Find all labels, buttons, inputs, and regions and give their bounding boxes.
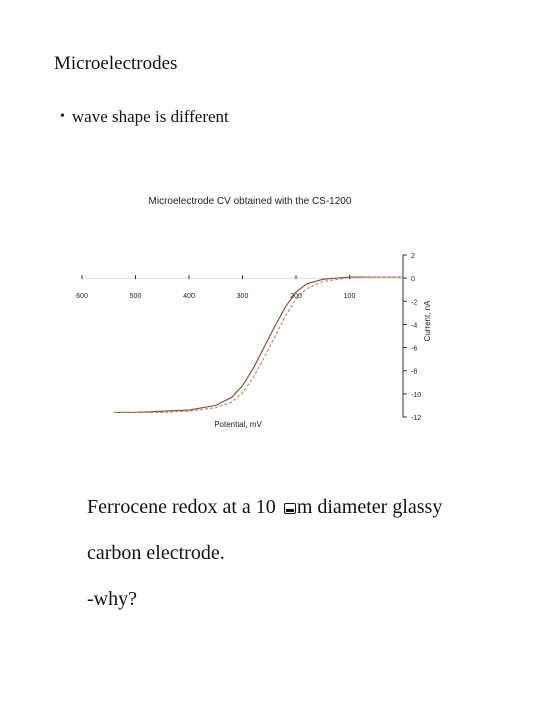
y-tick-label: -12 bbox=[411, 415, 422, 422]
x-tick-label: 600 bbox=[76, 293, 88, 301]
y-tick-label: -4 bbox=[411, 322, 418, 330]
x-tick-label: 500 bbox=[129, 293, 142, 301]
y-tick-label: 2 bbox=[411, 253, 415, 260]
cv-chart-svg bbox=[60, 185, 460, 435]
x-tick-label: 400 bbox=[183, 293, 195, 301]
cv-series-line bbox=[114, 277, 403, 412]
caption-line-1 bbox=[87, 484, 487, 530]
cv-series-line bbox=[114, 277, 403, 412]
bullet-text: wave shape is different bbox=[71, 107, 229, 126]
y-tick-label: -2 bbox=[411, 299, 418, 307]
chart-title: Microelectrode CV obtained with the CS-1200 bbox=[148, 196, 352, 207]
x-axis-label: Potential, mV bbox=[214, 420, 262, 429]
y-tick-label: -6 bbox=[411, 345, 418, 353]
x-tick-label: 300 bbox=[236, 293, 249, 301]
missing-mu-glyph-icon bbox=[284, 503, 296, 514]
x-tick-label: 100 bbox=[343, 293, 356, 301]
bullet-item bbox=[60, 107, 229, 127]
caption-text-a: Ferrocene redox at a 10 bbox=[87, 496, 276, 518]
slide-title: Microelectrodes bbox=[54, 53, 178, 74]
caption-line-3: -why? bbox=[87, 588, 137, 610]
x-tick-label: 200 bbox=[290, 293, 302, 301]
cv-chart bbox=[60, 185, 460, 435]
caption-text-b: m diameter glassy bbox=[296, 496, 443, 518]
y-tick-label: 0 bbox=[411, 276, 415, 284]
bullet-icon: • bbox=[60, 109, 65, 124]
caption-line-2: carbon electrode. bbox=[87, 542, 225, 564]
y-tick-label: -10 bbox=[411, 391, 422, 399]
figure-caption bbox=[87, 484, 487, 622]
y-axis-label: Current, nA bbox=[423, 300, 432, 342]
y-tick-label: -8 bbox=[411, 368, 418, 376]
